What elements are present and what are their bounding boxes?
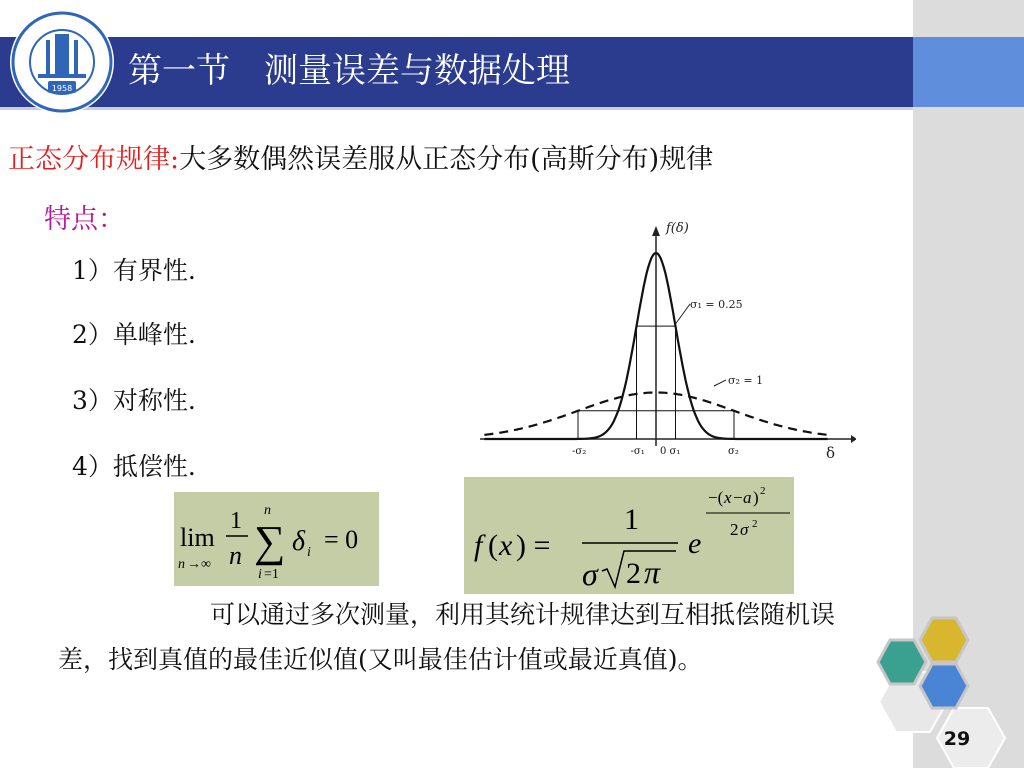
normal-distribution-chart bbox=[476, 214, 856, 472]
feature-item: 4）抵偿性. bbox=[72, 452, 196, 481]
x-axis-arrow bbox=[851, 435, 856, 443]
svg-text:n: n bbox=[178, 557, 185, 572]
svg-text:σ: σ bbox=[582, 556, 598, 592]
gaussian-formula bbox=[464, 477, 794, 594]
feature-item: 3）对称性. bbox=[72, 386, 196, 415]
legend-sigma2-leader bbox=[714, 380, 726, 386]
x-tick-label: 0 bbox=[660, 446, 667, 457]
conclusion-text: 可以通过多次测量，利用其统计规律达到互相抵偿随机误差，找到真值的最佳近似值(又叫最佳估计值或最近真值)。 bbox=[58, 600, 836, 674]
legend-sigma1: σ₁ = 0.25 bbox=[690, 298, 743, 311]
svg-text:n: n bbox=[229, 541, 242, 570]
svg-text:2: 2 bbox=[760, 485, 766, 497]
law-text: 大多数偶然误差服从正态分布(高斯分布)规律 bbox=[179, 144, 714, 175]
x-tick-label: σ₂ bbox=[728, 446, 739, 457]
conclusion-paragraph bbox=[58, 592, 878, 682]
svg-text:δ: δ bbox=[292, 526, 306, 557]
page-title: 第一节 测量误差与数据处理 bbox=[128, 51, 570, 91]
y-axis-label: f(δ) bbox=[666, 221, 689, 236]
law-statement bbox=[8, 140, 713, 180]
legend-sigma2: σ₂ = 1 bbox=[728, 374, 764, 387]
svg-text:σ: σ bbox=[740, 520, 749, 539]
header-divider bbox=[0, 107, 913, 110]
svg-text:f: f bbox=[474, 529, 483, 562]
svg-text:i: i bbox=[258, 567, 262, 582]
svg-text:lim: lim bbox=[180, 523, 215, 552]
svg-text:x: x bbox=[724, 488, 732, 507]
svg-text:∑: ∑ bbox=[254, 517, 286, 566]
svg-text:2: 2 bbox=[730, 520, 739, 539]
limit-formula bbox=[174, 492, 379, 586]
sidebar-accent-block bbox=[913, 37, 1024, 107]
svg-text:) =: ) = bbox=[516, 529, 551, 562]
svg-text:1958: 1958 bbox=[51, 84, 73, 93]
x-tick-label: σ₁ bbox=[669, 446, 681, 457]
feature-item: 2）单峰性. bbox=[72, 320, 196, 349]
svg-text:(: ( bbox=[488, 529, 498, 562]
svg-text:1: 1 bbox=[624, 503, 639, 536]
svg-text:n: n bbox=[264, 503, 271, 518]
svg-text:e: e bbox=[688, 527, 702, 560]
features-heading: 特点： bbox=[44, 204, 125, 235]
svg-text:−(: −( bbox=[708, 488, 724, 507]
svg-text:−: − bbox=[733, 488, 743, 507]
x-axis-label: δ bbox=[826, 444, 836, 462]
x-tick-label: -σ₁ bbox=[630, 446, 645, 457]
svg-text:=1: =1 bbox=[264, 567, 279, 582]
y-axis-arrow bbox=[652, 226, 660, 236]
svg-text:π: π bbox=[644, 554, 661, 590]
feature-item: 1）有界性. bbox=[72, 256, 196, 285]
svg-text:2: 2 bbox=[626, 557, 641, 590]
svg-text:a: a bbox=[743, 488, 752, 507]
x-tick-label: -σ₂ bbox=[572, 446, 587, 457]
svg-text:2: 2 bbox=[752, 518, 758, 530]
legend-sigma1-leader bbox=[674, 304, 690, 326]
svg-text:i: i bbox=[307, 545, 311, 560]
university-logo bbox=[8, 8, 116, 116]
svg-text:1: 1 bbox=[230, 508, 242, 534]
law-label: 正态分布规律: bbox=[8, 144, 180, 175]
svg-text:= 0: = 0 bbox=[324, 525, 359, 554]
svg-text:): ) bbox=[753, 488, 759, 507]
svg-text:→∞: →∞ bbox=[187, 557, 211, 572]
page-number: 29 bbox=[943, 728, 971, 750]
svg-text:x: x bbox=[499, 529, 513, 562]
